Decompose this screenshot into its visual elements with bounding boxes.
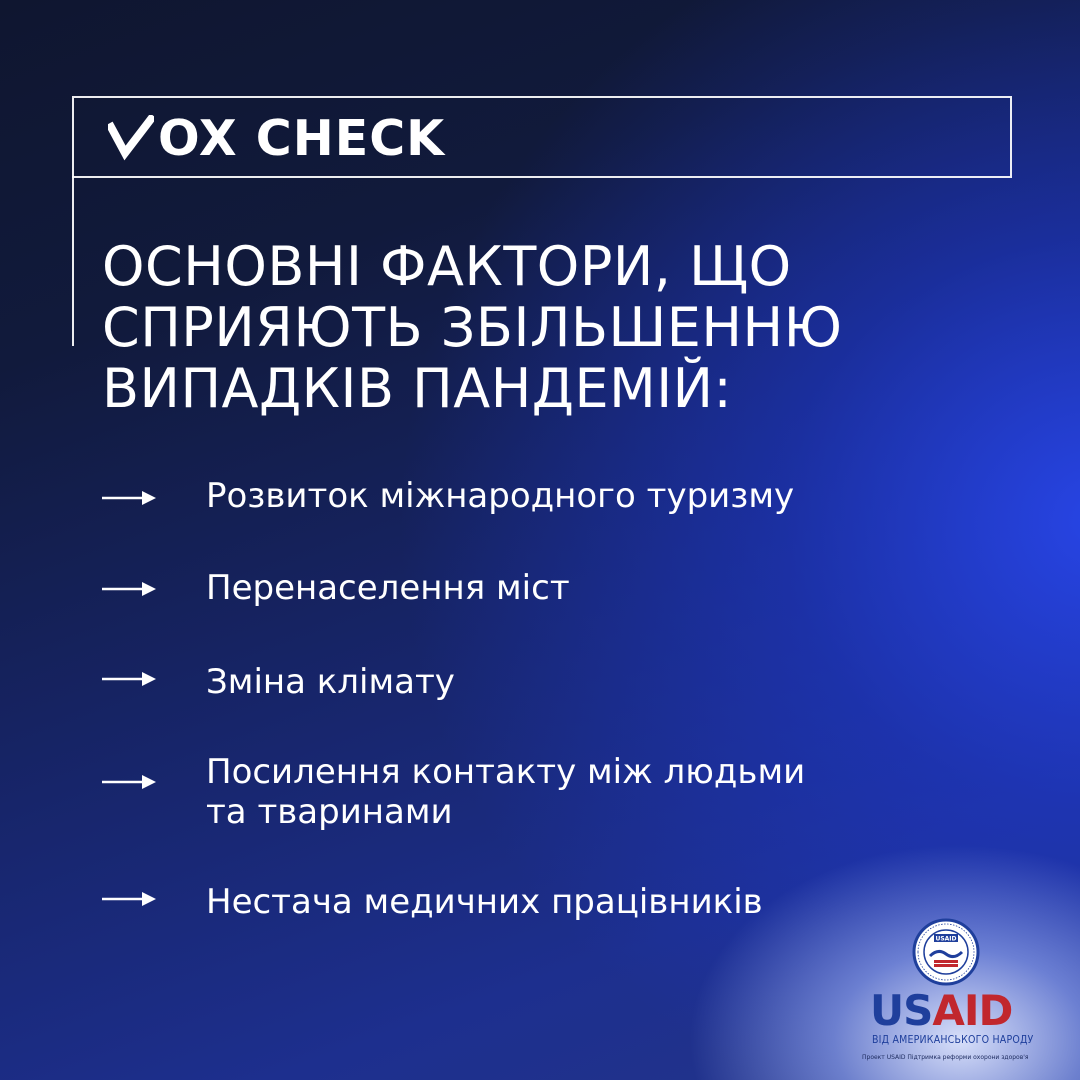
factor-label <box>206 476 794 516</box>
arrow-right-icon <box>102 488 156 508</box>
factor-text-line-1: Посилення контакту між людьми <box>206 752 806 792</box>
usaid-wordmark-us: US <box>870 986 933 1035</box>
arrow-right-icon <box>102 579 156 599</box>
usaid-tagline: ВІД АМЕРИКАНСЬКОГО НАРОДУ <box>872 1034 1034 1046</box>
brand-name: OX CHECK <box>158 109 446 167</box>
usaid-seal-icon <box>912 918 980 986</box>
factor-text: Зміна клімату <box>206 662 455 702</box>
factor-label <box>206 752 805 832</box>
factor-text: Розвиток міжнародного туризму <box>206 476 795 516</box>
arrow-right-icon <box>102 889 156 909</box>
check-mark-icon <box>108 115 154 161</box>
headline-line-1: ОСНОВНІ ФАКТОРИ, ЩО <box>102 235 792 298</box>
usaid-logo <box>860 918 1060 1068</box>
usaid-wordmark-aid: AID <box>932 986 1013 1035</box>
usaid-project-name: Проект USAID Підтримка реформи охорони здоров'я <box>862 1054 1029 1061</box>
arrow-right-icon <box>102 669 156 689</box>
factor-label <box>206 882 763 922</box>
usaid-wordmark <box>870 988 1012 1034</box>
headline-line-3: ВИПАДКІВ ПАНДЕМІЙ: <box>102 357 733 420</box>
factor-text-line-2: та тваринами <box>206 792 453 832</box>
brand-logo <box>108 109 446 167</box>
headline <box>102 236 1002 419</box>
frame-divider-line <box>72 176 74 346</box>
headline-line-2: СПРИЯЮТЬ ЗБІЛЬШЕННЮ <box>102 296 843 359</box>
factor-label <box>206 662 455 702</box>
factor-text: Перенаселення міст <box>206 568 570 608</box>
factor-label <box>206 568 570 608</box>
factor-text: Нестача медичних працівників <box>206 882 763 922</box>
arrow-right-icon <box>102 772 156 792</box>
usaid-seal-label: USAID <box>935 935 957 943</box>
